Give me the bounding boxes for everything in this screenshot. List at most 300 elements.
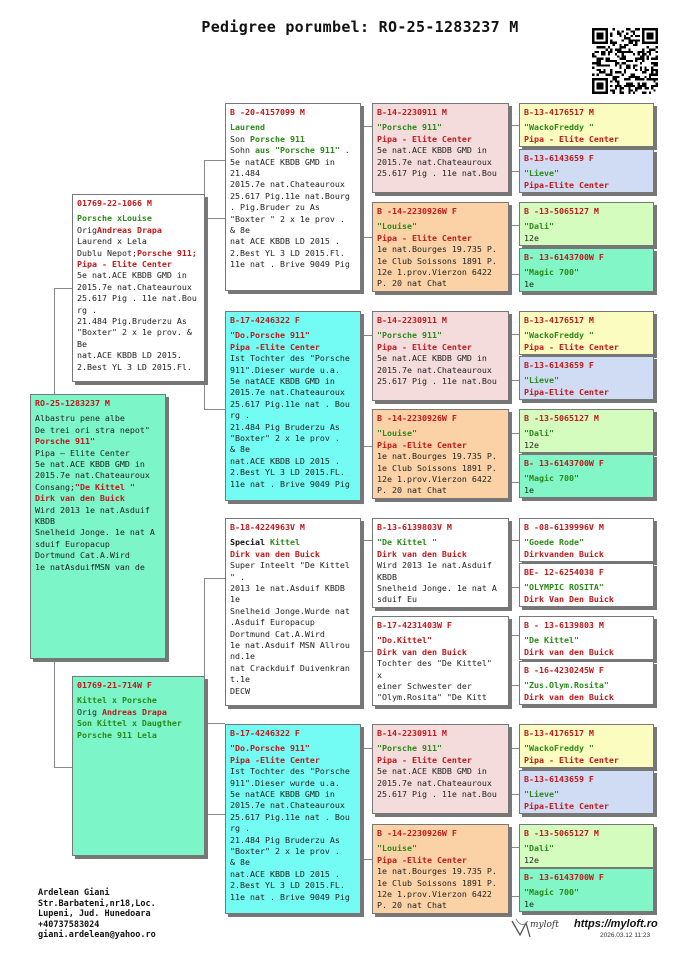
card-line: [524, 330, 649, 341]
card-text: 25.617 Pig.11e nat.Bourg: [230, 190, 350, 201]
card-line: [35, 505, 161, 516]
pigeon-card-sire[interactable]: [72, 194, 205, 382]
card-line: [230, 456, 356, 467]
card-text: 5e natACE KBDB GMD in: [230, 156, 335, 167]
card-text: 1e nat.Bourges 19.735 P.: [377, 866, 497, 877]
card-line: [377, 157, 504, 168]
pigeon-card-ancestor[interactable]: [519, 409, 654, 453]
card-text: Dirk van den Buick: [524, 691, 614, 702]
card-line: [77, 718, 200, 729]
card-line: [230, 157, 356, 168]
pigeon-card-ancestor[interactable]: [519, 454, 654, 498]
card-text: .: [339, 145, 350, 156]
card-line: [230, 846, 356, 857]
card-line: [524, 180, 649, 191]
card-text: "Boxter" 2 x 1e prov .: [230, 433, 340, 444]
card-line: [230, 479, 356, 490]
pigeon-card-grandparent[interactable]: [225, 518, 361, 706]
ring-number: B-18-4224963V M: [230, 522, 305, 532]
card-line: [230, 467, 356, 478]
card-text: "WackoFreddy ": [524, 743, 594, 754]
card-text: "Magic 700": [524, 887, 579, 898]
card-text: Pipa -Elite Center: [230, 754, 320, 765]
card-text: Pipa - Elite Center: [524, 133, 619, 144]
card-line: [35, 448, 161, 459]
pigeon-card-ancestor[interactable]: [519, 824, 654, 868]
card-line: [77, 350, 200, 361]
card-text: Porsche 911": [35, 436, 95, 447]
card-text: Porsche xLouise: [77, 213, 152, 224]
card-text: t.1e: [230, 674, 250, 685]
pigeon-card-ancestor[interactable]: [519, 149, 654, 193]
pigeon-card-ancestor[interactable]: [519, 103, 654, 147]
card-line: [230, 225, 356, 236]
card-line: [230, 789, 356, 800]
card-text: 1e nat.Bourges 19.735 P.: [377, 451, 497, 462]
card-line: [77, 293, 200, 304]
pigeon-card-ancestor[interactable]: [519, 616, 654, 660]
card-line: [377, 658, 504, 669]
card-text: "De Kittel ": [377, 537, 437, 548]
card-text: 2015.7e nat.Chateauroux: [77, 281, 192, 292]
card-text: Ist Tochter des "Porsche: [230, 353, 350, 364]
card-line: [77, 707, 200, 718]
card-line: [230, 387, 356, 398]
pigeon-card-great-grandparent[interactable]: [372, 724, 509, 814]
card-line: [524, 440, 649, 451]
card-line: [377, 900, 504, 911]
card-line: [524, 168, 649, 179]
card-text: "Boxter" 2 x 1e prov. &: [77, 327, 192, 338]
card-text: "Boxter" 2 x 1e prov .: [230, 846, 340, 857]
card-line: [377, 428, 504, 439]
card-line: [35, 470, 161, 481]
card-line: [230, 823, 356, 834]
card-text: Pipa – Elite Center: [35, 447, 130, 458]
card-line: [230, 755, 356, 766]
card-text: "Dali": [524, 428, 554, 439]
card-text: "Dali": [524, 843, 554, 854]
card-text: Kittel: [269, 537, 300, 548]
card-line: [377, 789, 504, 800]
card-line: [35, 493, 161, 504]
card-text: Son: [230, 133, 250, 144]
card-text: rg .: [77, 304, 97, 315]
card-line: [77, 695, 200, 706]
card-text: nat.ACE KBDB LD 2015 .: [230, 868, 340, 879]
pigeon-card-great-grandparent[interactable]: [372, 409, 509, 499]
card-line: [524, 647, 649, 658]
card-text: Kittel x Porsche: [77, 695, 157, 706]
pigeon-card-ancestor[interactable]: [519, 724, 654, 768]
ring-number: 01769-22-1066 M: [77, 198, 152, 208]
card-line: [35, 459, 161, 470]
pigeon-card-subject[interactable]: [30, 394, 166, 659]
card-line: [230, 444, 356, 455]
pigeon-card-ancestor[interactable]: [519, 868, 654, 912]
card-text: 1e Club Soissons 1891 P.: [377, 462, 497, 473]
card-text: nat.ACE KBDB LD 2015 .: [230, 455, 340, 466]
card-text: 5e natACE KBDB GMD in: [230, 376, 335, 387]
card-text: "OLYMPIC ROSITA": [524, 582, 604, 593]
card-text: Pipa -Elite Center: [230, 341, 320, 352]
card-line: [230, 674, 356, 685]
card-line: [377, 855, 504, 866]
card-line: [377, 866, 504, 877]
card-text: 5e nat.ACE KBDB GMD in: [35, 459, 145, 470]
card-text: .: [230, 202, 235, 213]
card-text: Super Inteelt "De Kittel: [230, 560, 350, 571]
card-line: [524, 743, 649, 754]
card-line: [524, 887, 649, 898]
card-text: 21.484: [230, 168, 260, 179]
card-line: [377, 353, 504, 364]
card-text: "De Kittel ": [74, 481, 135, 492]
ring-number: B- 13-6143700W F: [524, 458, 604, 468]
card-line: [524, 801, 649, 812]
card-text: 12e 1.prov.Vierzon 6422: [377, 474, 492, 485]
ring-number: B -14-2230926W F: [377, 413, 457, 423]
card-line: [377, 572, 504, 583]
card-line: [377, 342, 504, 353]
card-text: Wird 2013 1e nat.Asduif: [377, 560, 492, 571]
card-line: [377, 451, 504, 462]
card-line: [524, 233, 649, 244]
card-text: 21.484 Pig.Bruderzu As: [77, 316, 187, 327]
owner-street: Str.Barbateni,nr18,Loc.: [38, 898, 156, 909]
card-line: [377, 778, 504, 789]
card-text: "WackoFreddy ": [524, 122, 594, 133]
card-text: 12e 1.prov.Vierzon 6422: [377, 267, 492, 278]
card-line: [77, 282, 200, 293]
card-line: [524, 680, 649, 691]
ring-number: B- 13-6143700W F: [524, 252, 604, 262]
pigeon-card-ancestor[interactable]: [519, 202, 654, 246]
pigeon-card-ancestor[interactable]: [519, 311, 654, 355]
card-text: 5e nat.ACE KBDB GMD in: [377, 353, 487, 364]
card-line: [377, 647, 504, 658]
card-text: "Magic 700": [524, 473, 579, 484]
card-text: 2015.7e nat.Chateauroux: [230, 387, 345, 398]
card-text: "Do.Kittel": [377, 635, 432, 646]
card-line: [524, 635, 649, 646]
card-text: Dirk van den Buick: [377, 646, 467, 657]
card-line: [230, 259, 356, 270]
card-text: Porsche 911;: [136, 247, 197, 258]
card-line: [524, 473, 649, 484]
card-line: [230, 202, 356, 213]
card-text: 1e: [524, 898, 534, 909]
pigeon-card-dam[interactable]: [72, 676, 205, 856]
card-text: "Louise": [377, 843, 417, 854]
card-line: [35, 482, 161, 493]
card-line: [230, 191, 356, 202]
card-text: Tochter des "De Kittel": [377, 658, 492, 669]
card-text: 2015.7e nat.Chateauroux: [377, 364, 492, 375]
card-line: [230, 869, 356, 880]
card-text: 11e nat . Brive 9049 Pig: [230, 891, 350, 902]
card-text: Pipa-Elite Center: [524, 800, 609, 811]
ring-number: B- 13-6143700W F: [524, 872, 604, 882]
card-line: [377, 145, 504, 156]
card-line: [77, 236, 200, 247]
ring-number: B -14-2230926W F: [377, 206, 457, 216]
card-line: [524, 549, 649, 560]
card-line: [524, 134, 649, 145]
card-line: [230, 812, 356, 823]
card-text: P. 20 nat Chat: [377, 900, 447, 911]
card-line: [230, 663, 356, 674]
card-text: 2.Best YL 3 LD 2015.FL.: [230, 880, 345, 891]
ring-number: B-13-6143659 F: [524, 153, 594, 163]
card-line: [524, 843, 649, 854]
pigeon-card-ancestor[interactable]: [519, 661, 654, 705]
card-text: rg .: [230, 410, 250, 421]
card-text: & 8e: [230, 857, 250, 868]
card-text: Dirkvanden Buick: [524, 548, 604, 559]
card-line: [230, 743, 356, 754]
card-line: [230, 583, 356, 594]
card-line: [230, 651, 356, 662]
card-text: 12e: [524, 854, 539, 865]
ring-number: B -13-5065127 M: [524, 206, 599, 216]
card-line: [230, 214, 356, 225]
card-line: [377, 889, 504, 900]
card-line: [77, 362, 200, 373]
card-text: 1e Club Soissons 1891 P.: [377, 877, 497, 888]
card-text: x: [377, 669, 382, 680]
card-line: [77, 213, 200, 224]
card-text: Pipa-Elite Center: [524, 179, 609, 190]
card-line: [230, 145, 356, 156]
card-line: [77, 339, 200, 350]
card-text: Be: [77, 338, 87, 349]
card-text: sduif Eu: [377, 594, 417, 605]
card-line: [377, 670, 504, 681]
card-text: 5e nat.ACE KBDB GMD in: [377, 766, 487, 777]
card-text: Pig.Bruder zu As: [235, 202, 320, 213]
card-text: .Asduif Europacup: [230, 617, 315, 628]
pigeon-card-grandparent[interactable]: [225, 311, 361, 501]
pigeon-card-ancestor[interactable]: [519, 356, 654, 400]
card-text: 11e nat . Brive 9049 Pig: [230, 478, 350, 489]
card-text: Orig: [77, 224, 97, 235]
card-text: "Dali": [524, 221, 554, 232]
card-line: [230, 594, 356, 605]
card-text: "Porsche 911": [377, 743, 442, 754]
card-text: P. 20 nat Chat: [377, 485, 447, 496]
card-text: DECW: [230, 685, 250, 696]
pigeon-card-ancestor[interactable]: [519, 563, 654, 607]
card-text: Andreas Drapa: [101, 706, 167, 717]
owner-email[interactable]: giani.ardelean@yahoo.ro: [38, 930, 156, 941]
card-line: [230, 800, 356, 811]
card-line: [524, 375, 649, 386]
card-line: [230, 134, 356, 145]
card-line: [377, 537, 504, 548]
card-line: [230, 606, 356, 617]
card-text: Dirk van den Buick: [377, 548, 467, 559]
site-url[interactable]: https://myloft.ro: [574, 918, 658, 930]
card-text: 11e nat . Brive 9049 Pig: [230, 259, 350, 270]
ring-number: B-14-2230911 M: [377, 107, 447, 117]
card-line: [524, 387, 649, 398]
card-line: [524, 789, 649, 800]
owner-info: [38, 888, 156, 941]
ring-number: B -13-5065127 M: [524, 828, 599, 838]
card-line: [230, 122, 356, 133]
ring-number: B-17-4246322 F: [230, 315, 300, 325]
card-text: 25.617 Pig . 11e nat.Bou: [77, 293, 197, 304]
card-line: [230, 537, 356, 548]
card-text: Ist Tochter des "Porsche: [230, 766, 350, 777]
ring-number: B -16-4230245W F: [524, 665, 604, 675]
card-text: nd.1e: [230, 651, 255, 662]
card-text: 2013 1e nat.Asduif KBDB: [230, 583, 345, 594]
card-text: Pipa -Elite Center: [377, 854, 467, 865]
ring-number: B -13-5065127 M: [524, 413, 599, 423]
card-text: 2015.7e nat.Chateauroux: [230, 800, 345, 811]
ring-number: B-13-6143659 F: [524, 774, 594, 784]
card-text: Pipa - Elite Center: [377, 754, 472, 765]
card-line: [524, 692, 649, 703]
card-line: [377, 743, 504, 754]
card-text: 25.617 Pig . 11e nat.Bou: [377, 789, 497, 800]
pigeon-card-ancestor[interactable]: [519, 770, 654, 814]
card-line: [35, 527, 161, 538]
page-title: Pedigree porumbel: RO-25-1283237 M: [201, 18, 519, 36]
card-line: [230, 778, 356, 789]
card-text: 5e natACE KBDB GMD in: [230, 789, 335, 800]
card-text: Dirk van den Buick: [35, 493, 125, 504]
card-text: Special: [230, 537, 270, 548]
pigeon-card-great-grandparent[interactable]: [372, 518, 509, 608]
card-text: "Porsche 911": [377, 122, 442, 133]
card-text: Pipa -Elite Center: [377, 439, 467, 450]
card-line: [377, 583, 504, 594]
card-text: 25.617 Pig . 11e nat.Bou: [377, 168, 497, 179]
card-line: [524, 221, 649, 232]
card-text: 2.Best YL 3 LD 2015.FL.: [230, 467, 345, 478]
card-line: [377, 168, 504, 179]
card-text: "Lieve": [524, 789, 559, 800]
logo-text: myloft: [530, 920, 559, 930]
card-line: [35, 516, 161, 527]
pigeon-card-great-grandparent[interactable]: [372, 616, 509, 706]
card-line: [377, 440, 504, 451]
card-line: [377, 122, 504, 133]
ring-number: 01769-21-714W F: [77, 680, 152, 690]
card-line: [377, 365, 504, 376]
card-text: Pipa-Elite Center: [524, 386, 609, 397]
card-text: Dirk van den Buick: [524, 646, 614, 657]
card-text: 1e nat.Bourges 19.735 P.: [377, 244, 497, 255]
card-text: "Goede Rode": [524, 537, 584, 548]
card-line: [377, 755, 504, 766]
card-line: [377, 330, 504, 341]
pigeon-card-great-grandparent[interactable]: [372, 311, 509, 401]
ring-number: B-13-4176517 M: [524, 315, 594, 325]
print-date: 2026.03.12 11:23: [600, 932, 651, 939]
card-line: [377, 233, 504, 244]
card-line: [230, 835, 356, 846]
card-text: Pipa - Elite Center: [377, 341, 472, 352]
ring-number: B -08-6139996V M: [524, 522, 604, 532]
card-line: [377, 560, 504, 571]
card-line: [230, 766, 356, 777]
card-text: 2.Best YL 3 LD 2015.Fl.: [230, 247, 345, 258]
card-text: 12e: [524, 439, 539, 450]
ring-number: B-13-6143659 F: [524, 360, 594, 370]
card-text: Dortmund Cat.A.Wird: [230, 628, 325, 639]
card-line: [377, 256, 504, 267]
card-line: [377, 766, 504, 777]
card-line: [230, 857, 356, 868]
pigeon-card-ancestor[interactable]: [519, 518, 654, 562]
card-line: [35, 562, 161, 573]
card-text: "Do.Porsche 911": [230, 743, 310, 754]
card-text: Orig: [77, 706, 102, 717]
card-text: 21.484 Pig Bruderzu As: [230, 834, 340, 845]
card-line: [230, 549, 356, 560]
card-text: "Louise": [377, 428, 417, 439]
card-text: Dirk van den Buick: [230, 548, 320, 559]
card-line: [35, 539, 161, 550]
ring-number: RO-25-1283237 M: [35, 398, 110, 408]
card-line: [230, 365, 356, 376]
ring-number: B -20-4157099 M: [230, 107, 305, 117]
card-text: Wird 2013 1e nat.Asduif: [35, 504, 150, 515]
card-line: [230, 168, 356, 179]
card-line: [230, 422, 356, 433]
card-line: [77, 248, 200, 259]
ring-number: B-13-6139803V M: [377, 522, 452, 532]
card-text: "Do.Porsche 911": [230, 330, 310, 341]
card-line: [230, 179, 356, 190]
pigeon-card-great-grandparent[interactable]: [372, 103, 509, 193]
card-text: "Lieve": [524, 375, 559, 386]
card-text: Laurend: [230, 122, 265, 133]
card-text: & 8e: [230, 225, 250, 236]
card-text: Andreas Drapa: [96, 224, 162, 235]
card-line: [35, 413, 161, 424]
pigeon-card-great-grandparent[interactable]: [372, 824, 509, 914]
card-text: 25.617 Pig.11e nat . Bou: [230, 398, 350, 409]
ring-number: BE- 12-6254038 F: [524, 567, 604, 577]
pigeon-card-great-grandparent[interactable]: [372, 202, 509, 292]
card-text: 1e natAsduifMSN van de: [35, 561, 145, 572]
pigeon-card-grandparent[interactable]: [225, 103, 361, 291]
card-text: De trei ori stra nepot": [35, 424, 150, 435]
card-text: "Lieve": [524, 168, 559, 179]
card-line: [524, 582, 649, 593]
card-text: 5e nat.ACE KBDB GMD in: [377, 145, 487, 156]
card-text: "Zus.Olym.Rosita": [524, 680, 609, 691]
pigeon-card-grandparent[interactable]: [225, 724, 361, 914]
card-line: [377, 221, 504, 232]
card-line: [230, 342, 356, 353]
pigeon-card-ancestor[interactable]: [519, 248, 654, 292]
card-text: Albastru pene albe: [35, 413, 125, 424]
card-text: nat.ACE KBDB LD 2015.: [77, 350, 182, 361]
connector: [204, 578, 226, 815]
card-line: [230, 892, 356, 903]
card-line: [35, 425, 161, 436]
card-line: [524, 899, 649, 910]
card-text: 25.617 Pig.11e nat . Bou: [230, 811, 350, 822]
card-text: 2015.7e nat.Chateauroux: [377, 156, 492, 167]
card-text: 911".Dieser wurde u.a.: [230, 364, 340, 375]
